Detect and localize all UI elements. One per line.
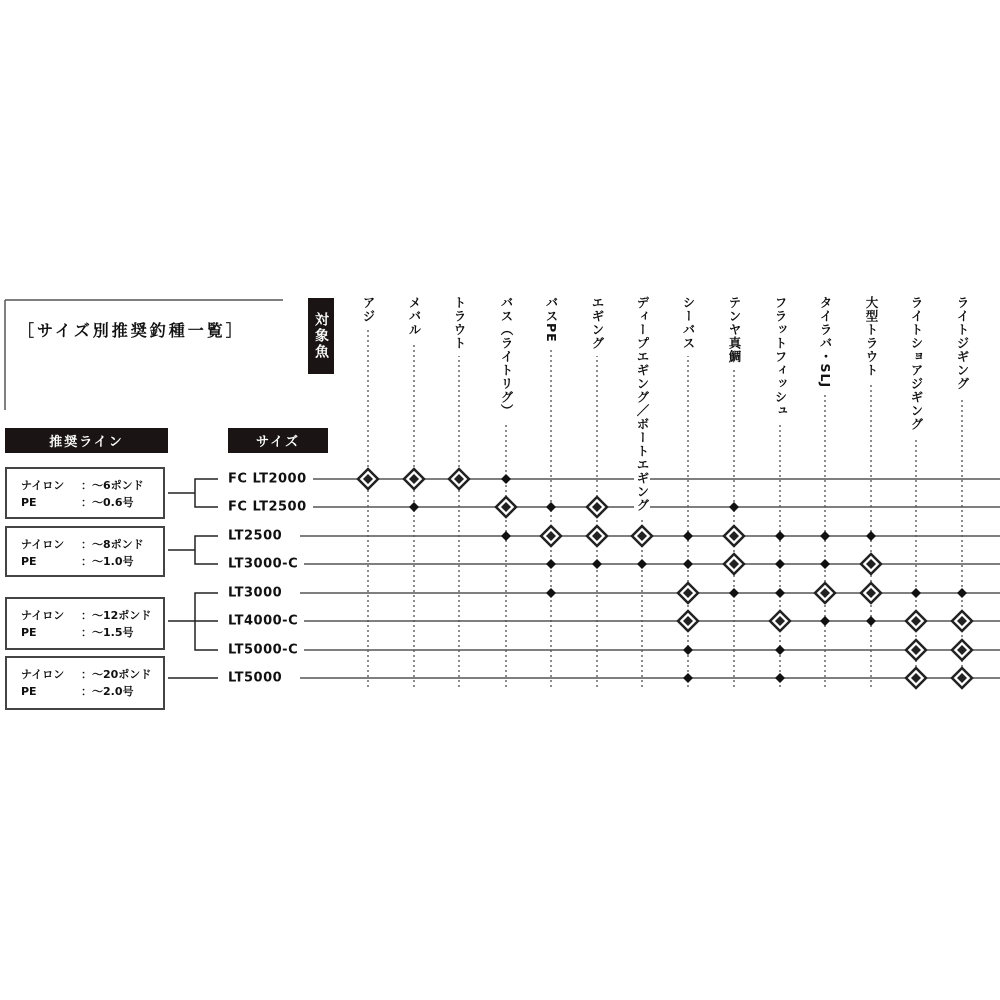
line-spec-box xyxy=(5,467,165,519)
nylon-value: ：～6ポンド xyxy=(81,479,144,492)
line-spec-box xyxy=(5,526,165,577)
nylon-value: ：～20ポンド xyxy=(81,668,152,681)
usable-marker xyxy=(775,559,785,569)
usable-marker xyxy=(501,531,511,541)
column-header: ディープエギング／ボートエギング xyxy=(634,296,650,518)
usable-marker xyxy=(729,502,739,512)
pe-label: PE xyxy=(21,496,37,509)
column-header: テンヤ真鯛 xyxy=(726,296,742,370)
size-label: LT4000-C xyxy=(228,614,304,629)
pe-label: PE xyxy=(21,626,37,639)
usable-marker xyxy=(820,559,830,569)
size-label: LT2500 xyxy=(228,529,288,544)
usable-marker xyxy=(820,616,830,626)
size-label: LT5000 xyxy=(228,671,288,686)
column-header: トラウト xyxy=(451,296,467,356)
usable-marker xyxy=(683,673,693,683)
usable-marker xyxy=(501,474,511,484)
size-label: LT3000-C xyxy=(228,557,304,572)
usable-marker xyxy=(775,588,785,598)
usable-marker xyxy=(546,559,556,569)
nylon-value: ：～12ポンド xyxy=(81,609,152,622)
nylon-label: ナイロン xyxy=(21,479,65,492)
usable-marker xyxy=(592,559,602,569)
nylon-label: ナイロン xyxy=(21,668,65,681)
brackets xyxy=(168,479,218,678)
size-header: サイズ xyxy=(228,428,328,453)
page-title: ［サイズ別推奨釣種一覧］ xyxy=(18,321,245,340)
usable-marker xyxy=(957,588,967,598)
column-header: メバル xyxy=(406,296,422,343)
column-header: ライトショアジギング xyxy=(908,296,924,437)
usable-marker xyxy=(546,502,556,512)
column-header: 大型トラウト xyxy=(863,296,879,383)
target-fish-label: 対象魚 xyxy=(308,298,334,374)
size-label: FC LT2500 xyxy=(228,500,313,515)
column-header: タイラバ・SLJ xyxy=(817,296,833,394)
usable-marker xyxy=(683,645,693,655)
size-label: FC LT2000 xyxy=(228,472,313,487)
pe-value: ：～1.0号 xyxy=(81,555,134,568)
column-header: エギング xyxy=(589,296,605,356)
pe-value: ：～2.0号 xyxy=(81,685,134,698)
usable-marker xyxy=(866,531,876,541)
column-header: シーバス xyxy=(680,296,696,356)
column-header: フラットフィッシュ xyxy=(772,296,788,424)
pe-label: PE xyxy=(21,555,37,568)
usable-marker xyxy=(683,531,693,541)
column-header: ライトジギング xyxy=(954,296,970,397)
column-header: アジ xyxy=(360,296,376,329)
pe-label: PE xyxy=(21,685,37,698)
column-header: バス（ライトリグ） xyxy=(498,296,514,424)
usable-marker xyxy=(409,502,419,512)
usable-marker xyxy=(637,559,647,569)
usable-marker xyxy=(729,588,739,598)
usable-marker xyxy=(546,588,556,598)
nylon-label: ナイロン xyxy=(21,609,65,622)
usable-marker xyxy=(820,531,830,541)
usable-marker xyxy=(911,588,921,598)
usable-marker xyxy=(866,616,876,626)
pe-value: ：～0.6号 xyxy=(81,496,134,509)
pe-value: ：～1.5号 xyxy=(81,626,134,639)
line-spec-box xyxy=(5,656,165,710)
column-header: バスPE xyxy=(543,296,559,349)
usable-marker xyxy=(775,645,785,655)
size-label: LT5000-C xyxy=(228,643,304,658)
usable-marker xyxy=(775,531,785,541)
usable-marker xyxy=(683,559,693,569)
line-spec-box xyxy=(5,597,165,650)
usable-marker xyxy=(775,673,785,683)
line-header: 推奨ライン xyxy=(5,428,168,453)
nylon-label: ナイロン xyxy=(21,538,65,551)
nylon-value: ：～8ポンド xyxy=(81,538,144,551)
size-label: LT3000 xyxy=(228,586,288,601)
